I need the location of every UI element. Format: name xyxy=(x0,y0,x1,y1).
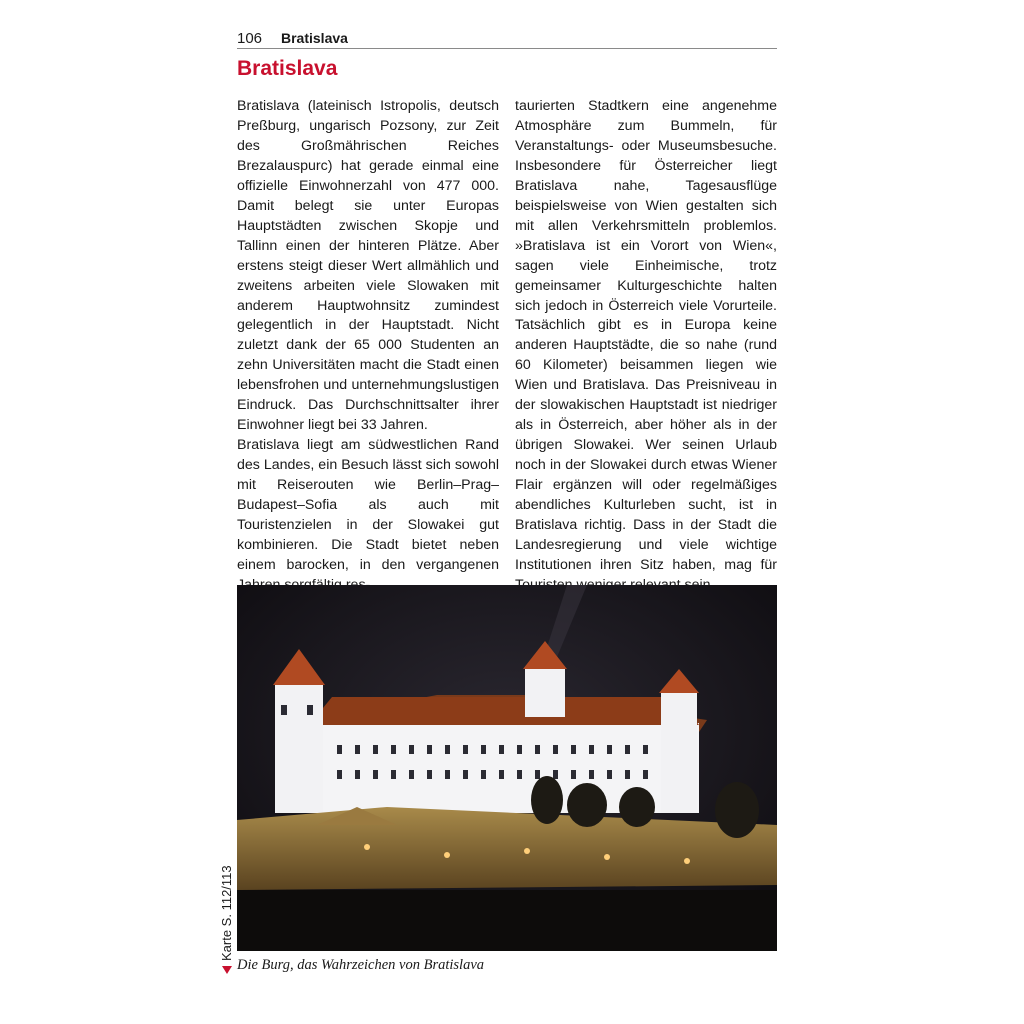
paragraph-location: Bratislava liegt am südwestlichen Rand des Landes, ein Besuch lässt sich sowohl mit Reiserouten wie Berlin–Prag–Budapest–Sofia als auch mit Touristenzielen in der Slowakei gut kombinieren. Die Stadt bietet neben einem barocken, in den vergangenen xyxy=(237,437,499,573)
map-reference-label: Karte S. 112/113 xyxy=(219,865,234,961)
figure-caption: Die Burg, das Wahrzeichen von Bratislava xyxy=(237,957,485,973)
paragraph-continuation: taurierten Stadtkern eine angenehme Atmosphäre zum Bummeln, für Veranstaltungs- oder Museumsbesuche. Insbesondere für Österreicher liegt Bratislava nahe, Tagesausflüge beispielsweise von Wien gestalten sich mit allen Verkehrsmitteln problemlos. »Bratislava ist ein Vorort von Wien«, sagen viele Einheimische, trotz gemeinsamer Kulturgeschichte halten sich jedoch in Österreich viele Vorurteile. Tatsächlich gibt es in Europa keine anderen Hauptstädte, die so nahe (rund 60 Kilometer) beisammen liegen wie Wien und Bratislava. Das Preisniveau in der slowakischen Hauptstadt ist niedriger als in Österreich, aber höher als in der übrigen Slowakei. Wer seinen Urlaub noch in der Slowakei durch etwas Wiener Flair ergänzen will oder regelmäßiges abendliches Kulturleben sucht, ist in Bratislava richtig. Dass in der Stadt die Landesregierung und viele wichtige Institutionen ihren Sitz haben, mag für xyxy=(515,98,777,573)
page-title: Bratislava xyxy=(237,57,338,80)
paragraph-intro: Bratislava (lateinisch Istropolis, deutsch Preßburg, ungarisch Pozsony, zur Zeit des Großmährischen Reiches Brezalauspurc) hat gerade einmal eine offizielle Einwohnerzahl von 477 000. Damit belegt sie unter Europas Hauptstädten zwischen Skopje und Tallinn einen der hinteren Plätze. Aber erstens steigt dieser Wert allmählich und zweitens arbeiten viele Slowaken mit anderem Hauptwohnsitz zumindest gelegentlich in der Hauptstadt. Nicht zuletzt dank der 65 000 Studenten an zehn Universitäten macht die Stadt einen lebensfrohen und unternehmungslustigen Eindruck. Das Durchschnittsalter ihrer Einwohner liegt bei 33 Jahren. xyxy=(237,98,499,434)
map-reference xyxy=(219,865,234,974)
left-column xyxy=(237,97,499,596)
red-triangle-icon xyxy=(222,966,232,974)
castle-illustration xyxy=(237,585,777,951)
header-rule xyxy=(237,48,777,49)
castle-photo xyxy=(237,585,777,951)
page-number: 106 xyxy=(237,30,263,47)
right-column xyxy=(515,97,777,596)
running-head: Bratislava xyxy=(281,30,348,46)
